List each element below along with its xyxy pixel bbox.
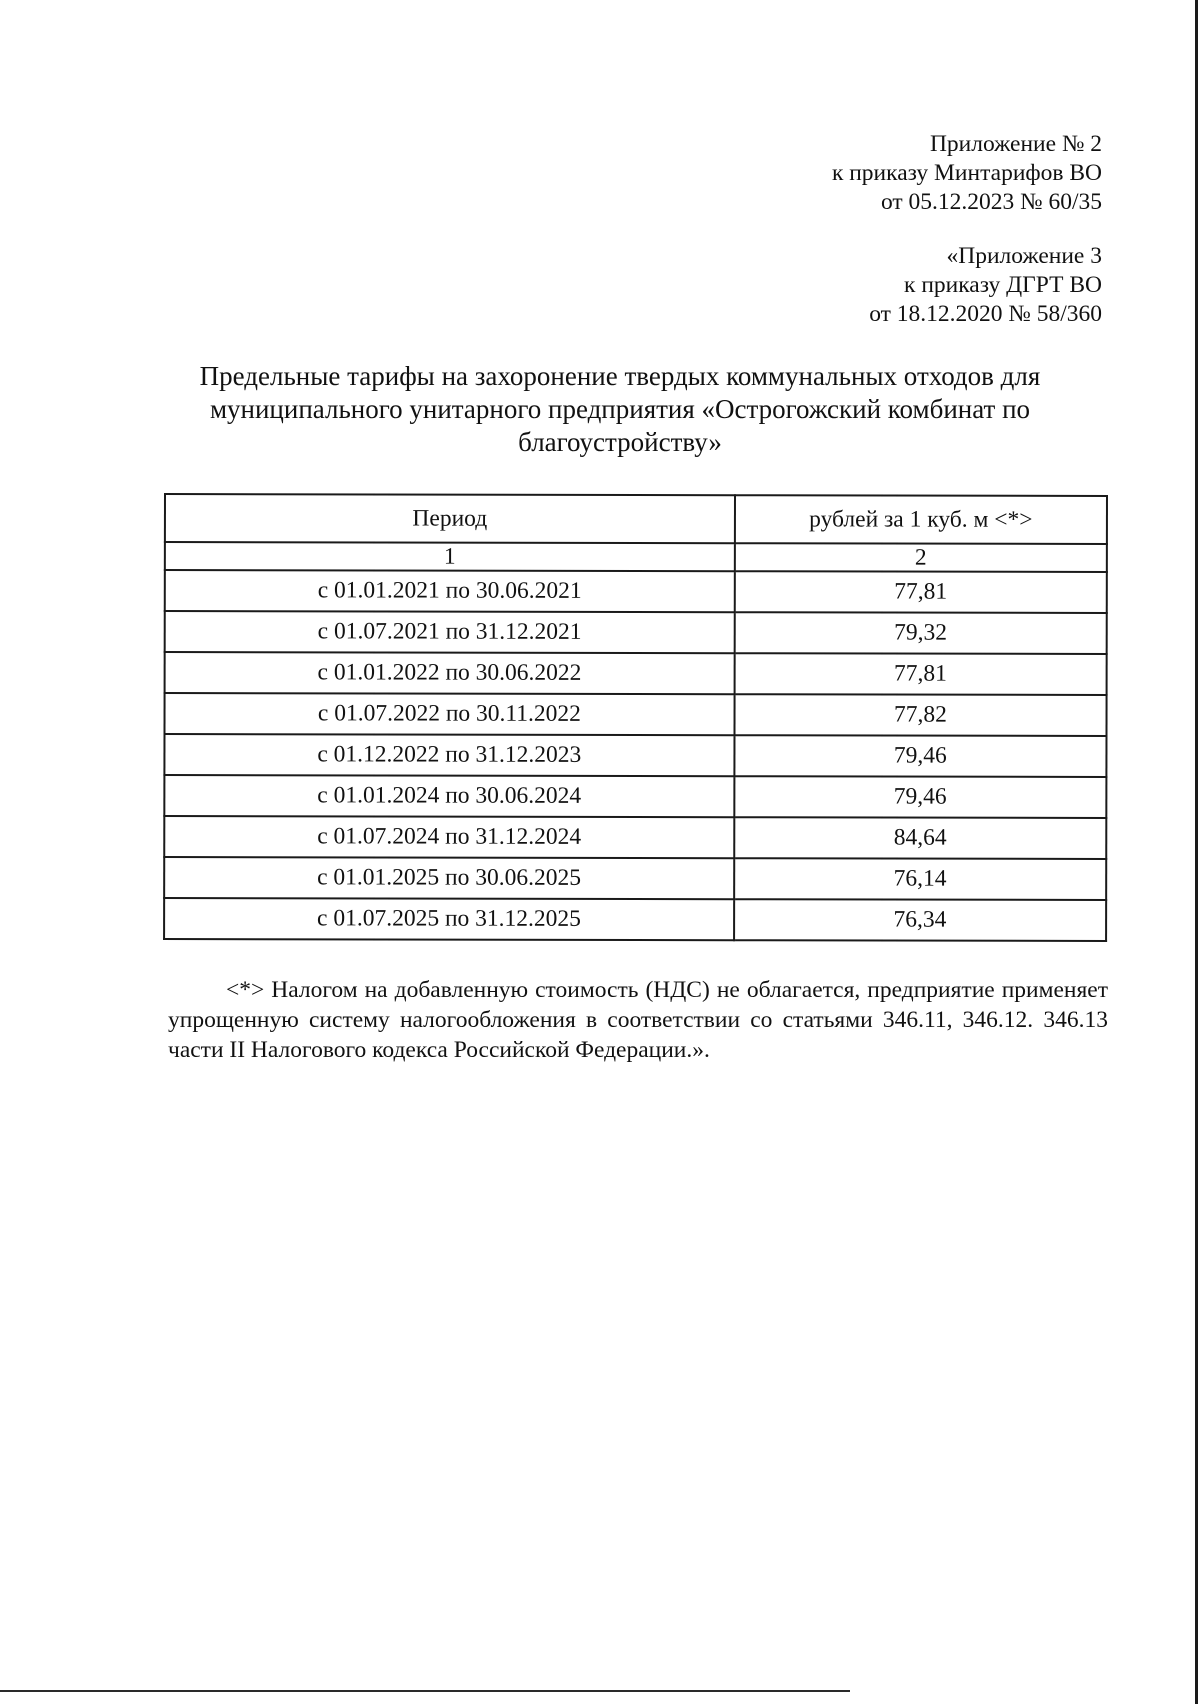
price-cell: 77,81 bbox=[735, 571, 1107, 613]
attachment-secondary-line1: «Приложение 3 bbox=[946, 243, 1102, 269]
period-cell: с 01.01.2022 по 30.06.2022 bbox=[165, 652, 735, 694]
price-cell: 84,64 bbox=[734, 817, 1106, 859]
price-cell: 79,32 bbox=[734, 612, 1106, 654]
table-row bbox=[164, 693, 1106, 736]
table-row bbox=[165, 570, 1107, 613]
column-number-1: 1 bbox=[165, 542, 735, 571]
column-number-row bbox=[165, 542, 1107, 572]
period-cell: с 01.01.2024 по 30.06.2024 bbox=[164, 775, 734, 817]
attachment-primary-line1: Приложение № 2 bbox=[929, 131, 1102, 157]
price-cell: 76,14 bbox=[734, 858, 1106, 900]
period-cell: с 01.07.2022 по 30.11.2022 bbox=[164, 693, 734, 735]
scan-edge-right bbox=[1195, 0, 1198, 1704]
table-row bbox=[164, 816, 1106, 859]
attachment-header-primary bbox=[832, 130, 1102, 217]
attachment-primary-line2: к приказу Минтарифов ВО bbox=[831, 160, 1102, 186]
period-cell: с 01.07.2025 по 31.12.2025 bbox=[164, 898, 734, 940]
price-cell: 77,81 bbox=[734, 653, 1106, 695]
attachment-secondary-line2: к приказу ДГРТ ВО bbox=[904, 272, 1102, 298]
tariff-table bbox=[163, 493, 1108, 942]
column-number-2: 2 bbox=[735, 543, 1107, 572]
footnote: <*> Налогом на добавленную стоимость (НДС) не облагается, предприятие применяет упрощенную систему налогообложения в соответствии со статьями 346.11, 346.12. 346.13 части II Налогового кодекса Российской Федерации.». bbox=[168, 977, 1108, 1063]
price-cell: 79,46 bbox=[734, 735, 1106, 777]
price-cell: 77,82 bbox=[734, 694, 1106, 736]
table-row bbox=[165, 652, 1107, 695]
document-title: Предельные тарифы на захоронение твердых коммунальных отходов для муниципального унитарного предприятия «Острогожский комбинат по благоустройству» bbox=[199, 361, 1041, 457]
scan-edge-bottom bbox=[0, 1690, 850, 1692]
header-period: Период bbox=[165, 494, 735, 543]
attachment-header-secondary bbox=[869, 242, 1102, 329]
header-price: рублей за 1 куб. м <*> bbox=[735, 495, 1107, 544]
attachment-primary-line3: от 05.12.2023 № 60/35 bbox=[880, 189, 1102, 215]
price-cell: 79,46 bbox=[734, 776, 1106, 818]
table-row bbox=[164, 775, 1106, 818]
period-cell: с 01.07.2021 по 31.12.2021 bbox=[165, 611, 735, 653]
table-row bbox=[164, 857, 1106, 900]
table-row bbox=[165, 611, 1107, 654]
period-cell: с 01.07.2024 по 31.12.2024 bbox=[164, 816, 734, 858]
period-cell: с 01.01.2021 по 30.06.2021 bbox=[165, 570, 735, 612]
table-row bbox=[164, 734, 1106, 777]
table-header-row bbox=[165, 494, 1107, 544]
price-cell: 76,34 bbox=[734, 899, 1106, 941]
period-cell: с 01.01.2025 по 30.06.2025 bbox=[164, 857, 734, 899]
period-cell: с 01.12.2022 по 31.12.2023 bbox=[164, 734, 734, 776]
table-row bbox=[164, 898, 1106, 941]
attachment-secondary-line3: от 18.12.2020 № 58/360 bbox=[869, 301, 1102, 327]
